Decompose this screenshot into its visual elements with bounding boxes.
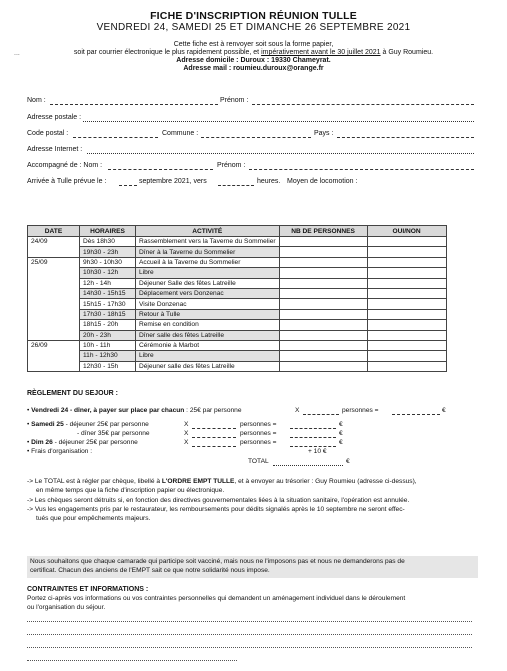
- col-nb-personnes: NB DE PERSONNES: [279, 226, 367, 237]
- cell-horaires: 17h30 - 18h15: [80, 309, 136, 319]
- contraintes-title: CONTRAINTES ET INFORMATIONS :: [27, 586, 149, 593]
- vendredi-euro: €: [442, 407, 446, 414]
- note-payment-2: en même temps que la fiche d'inscription papier ou électronique.: [36, 487, 225, 494]
- calc-x: X: [184, 439, 189, 446]
- cell-oui-non[interactable]: [367, 268, 446, 278]
- mail-address: Adresse mail : roumieu.duroux@orange.fr: [183, 65, 324, 72]
- cell-oui-non[interactable]: [367, 309, 446, 319]
- cell-nb-personnes[interactable]: [279, 309, 367, 319]
- cell-date: 26/09: [28, 340, 80, 350]
- note-remboursement: -> Vus les engagements pris par le restaurateur, les remboursements pour dédits signalés après le 10 septembre ne seront effec-: [27, 506, 405, 513]
- table-row: [28, 257, 447, 267]
- cell-activite: Libre: [136, 268, 280, 278]
- home-address: Adresse domicile : Duroux : 19330 Chameyrat.: [176, 57, 331, 64]
- vendredi-total-field[interactable]: [392, 414, 440, 415]
- calc-total-field[interactable]: [290, 446, 336, 447]
- cell-nb-personnes[interactable]: [279, 299, 367, 309]
- cell-date: [28, 299, 80, 309]
- cell-nb-personnes[interactable]: [279, 330, 367, 340]
- commune-field[interactable]: [201, 137, 311, 138]
- cell-date: [28, 278, 80, 288]
- total-field[interactable]: [273, 465, 343, 466]
- cell-horaires: Dès 18h30: [80, 237, 136, 247]
- arrivee-day-field[interactable]: [119, 185, 137, 186]
- table-row: [28, 361, 447, 371]
- cell-horaires: 12h30 - 15h: [80, 361, 136, 371]
- vendredi-x: X: [295, 407, 300, 414]
- table-row: [28, 247, 447, 257]
- calc-euro: €: [339, 439, 343, 446]
- calc-personnes: personnes =: [240, 430, 277, 437]
- table-row: [28, 351, 447, 361]
- vendredi-label: Vendredi 24 - dîner, à payer sur place par chacun: [31, 407, 185, 414]
- note-cheques: -> Les chèques seront détruits si, en fonction des directives gouvernementales liées à la situation sanitaire, l'opération est annulée.: [27, 497, 410, 504]
- cell-oui-non[interactable]: [367, 340, 446, 350]
- cell-nb-personnes[interactable]: [279, 320, 367, 330]
- vaccine-line-2: certificat. Chacun des anciens de l'EMPT sait ce que notre solidarité nous impose.: [30, 566, 270, 574]
- intro-text-end: à Guy Roumieu.: [380, 49, 434, 56]
- code-postal-field[interactable]: [73, 137, 158, 138]
- corner-mark: ...: [14, 50, 20, 57]
- cell-oui-non[interactable]: [367, 257, 446, 267]
- table-header-row: [28, 226, 447, 237]
- contraintes-input-3[interactable]: [27, 647, 472, 648]
- pays-field[interactable]: [337, 137, 474, 138]
- col-activite: ACTIVITÉ: [136, 226, 280, 237]
- schedule-table: [27, 225, 447, 372]
- col-date: DATE: [28, 226, 80, 237]
- adresse-postale-field[interactable]: [83, 121, 474, 122]
- arrivee-hour-field[interactable]: [218, 185, 254, 186]
- cell-oui-non[interactable]: [367, 278, 446, 288]
- cell-horaires: 19h30 - 23h: [80, 247, 136, 257]
- cell-oui-non[interactable]: [367, 330, 446, 340]
- arrivee-label: Arrivée à Tulle prévue le :: [27, 178, 107, 185]
- vendredi-personnes: personnes =: [342, 407, 379, 414]
- table-row: [28, 278, 447, 288]
- note-payment-c: , et à envoyer au trésorier : Guy Roumieu (adresse ci-dessus),: [234, 478, 417, 485]
- cell-oui-non[interactable]: [367, 247, 446, 257]
- reglement-title: RÈGLEMENT DU SEJOUR :: [27, 390, 119, 397]
- table-row: [28, 288, 447, 298]
- calc-count-field[interactable]: [192, 446, 236, 447]
- cell-activite: Déplacement vers Donzenac: [136, 288, 280, 298]
- calc-euro: €: [339, 430, 343, 437]
- contraintes-input-2[interactable]: [27, 634, 472, 635]
- prenom2-label: Prénom :: [217, 162, 246, 169]
- calc-personnes: personnes =: [240, 439, 277, 446]
- vaccine-line-1: Nous souhaitons que chaque camarade qui participe soit vacciné, mais nous ne l'imposons pas et nous ne demanderons pas de: [30, 558, 405, 565]
- calc-total-field[interactable]: [290, 437, 336, 438]
- cell-date: [28, 309, 80, 319]
- calc-count-field[interactable]: [192, 428, 236, 429]
- page-title: FICHE D'INSCRIPTION RÉUNION TULLE: [150, 10, 357, 22]
- calc-x: X: [184, 421, 189, 428]
- cell-horaires: 11h - 12h30: [80, 351, 136, 361]
- prenom-field[interactable]: [252, 104, 474, 105]
- cell-horaires: 20h - 23h: [80, 330, 136, 340]
- cell-activite: Déjeuner Salle des fêtes Latreille: [136, 278, 280, 288]
- dim-dej-line: • Dim 26 - déjeuner 25€ par personne: [27, 439, 138, 446]
- cell-date: [28, 247, 80, 257]
- cell-activite: Déjeuner salle des fêtes Latreille: [136, 361, 280, 371]
- table-row: [28, 268, 447, 278]
- cell-nb-personnes[interactable]: [279, 247, 367, 257]
- nom-label: Nom :: [27, 97, 46, 104]
- cell-oui-non[interactable]: [367, 351, 446, 361]
- deadline-text: impérativement avant le 30 juillet 2021: [261, 49, 381, 56]
- accompagne-prenom-field[interactable]: [249, 169, 474, 170]
- intro-line-1: Cette fiche est à renvoyer soit sous la forme papier,: [173, 41, 334, 48]
- col-horaires: HORAIRES: [80, 226, 136, 237]
- dim-dej-price: - déjeuner 25€ par personne: [52, 439, 138, 446]
- frais-label: Frais d'organisation :: [31, 448, 93, 455]
- cell-date: [28, 288, 80, 298]
- table-row: [28, 299, 447, 309]
- cell-nb-personnes[interactable]: [279, 268, 367, 278]
- frais-line: • Frais d'organisation :: [27, 448, 93, 455]
- calc-total-field[interactable]: [290, 428, 336, 429]
- adresse-internet-label: Adresse Internet :: [27, 146, 83, 153]
- total-label: TOTAL: [248, 458, 269, 465]
- cell-oui-non[interactable]: [367, 299, 446, 309]
- cell-activite: Visite Donzenac: [136, 299, 280, 309]
- col-oui-non: OUI/NON: [367, 226, 446, 237]
- table-row: [28, 320, 447, 330]
- cell-activite: Retour à Tulle: [136, 309, 280, 319]
- cell-horaires: 14h30 - 15h15: [80, 288, 136, 298]
- contraintes-input-4[interactable]: [27, 660, 237, 661]
- cell-nb-personnes[interactable]: [279, 361, 367, 371]
- samedi-dej-price: - déjeuner 25€ par personne: [63, 421, 149, 428]
- samedi-dej-line: • Samedi 25 - déjeuner 25€ par personne: [27, 421, 149, 428]
- cell-date: 25/09: [28, 257, 80, 267]
- pays-label: Pays :: [314, 130, 334, 137]
- cell-activite: Dîner salle des fêtes Latreille: [136, 330, 280, 340]
- contraintes-line-2: ou l'organisation du séjour.: [27, 604, 106, 611]
- code-postal-label: Code postal :: [27, 130, 69, 137]
- note-payment: [27, 478, 417, 486]
- nom-field[interactable]: [50, 104, 218, 105]
- cell-nb-personnes[interactable]: [279, 288, 367, 298]
- table-row: [28, 237, 447, 247]
- adresse-postale-label: Adresse postale :: [27, 114, 82, 121]
- cell-oui-non[interactable]: [367, 361, 446, 371]
- accompagne-nom-field[interactable]: [108, 169, 213, 170]
- cell-activite: Rassemblement vers la Taverne du Sommelier: [136, 237, 280, 247]
- table-row: [28, 309, 447, 319]
- intro-line-2: [0, 48, 507, 57]
- samedi-diner-line: - dîner 35€ par personne: [77, 430, 150, 437]
- note-remboursement-2: tués que pour empêchements majeurs.: [36, 515, 151, 522]
- calc-x: X: [184, 430, 189, 437]
- cell-activite: Cérémonie à Marbot: [136, 340, 280, 350]
- cell-horaires: 15h15 - 17h30: [80, 299, 136, 309]
- cell-date: 24/09: [28, 237, 80, 247]
- frais-value: + 10 €: [308, 448, 327, 455]
- cell-date: [28, 330, 80, 340]
- vendredi-count-field[interactable]: [303, 414, 339, 415]
- vendredi-price: : 25€ par personne: [184, 407, 242, 414]
- page-subtitle: VENDREDI 24, SAMEDI 25 ET DIMANCHE 26 SEPTEMBRE 2021: [96, 22, 411, 33]
- vendredi-line: • Vendredi 24 - dîner, à payer sur place par chacun : 25€ par personne: [27, 407, 242, 414]
- cell-activite: Accueil à la Taverne du Sommelier: [136, 257, 280, 267]
- calc-euro: €: [339, 421, 343, 428]
- cell-activite: Remise en condition: [136, 320, 280, 330]
- arrivee-month-text: septembre 2021, vers: [139, 178, 207, 185]
- arrivee-heures-text: heures.: [257, 178, 281, 185]
- note-payment-a: -> Le TOTAL est à régler par chèque, libellé à: [27, 478, 162, 485]
- table-row: [28, 330, 447, 340]
- cell-activite: Dîner à la Taverne du Sommelier: [136, 247, 280, 257]
- total-euro: €: [346, 458, 350, 465]
- cell-nb-personnes[interactable]: [279, 351, 367, 361]
- cell-date: [28, 320, 80, 330]
- dim-label: Dim 26: [31, 439, 53, 446]
- cell-date: [28, 361, 80, 371]
- calc-count-field[interactable]: [192, 437, 236, 438]
- cell-oui-non[interactable]: [367, 237, 446, 247]
- intro-text: soit par courrier électronique le plus rapidement possible, et: [73, 49, 262, 56]
- table-row: [28, 340, 447, 350]
- cell-oui-non[interactable]: [367, 288, 446, 298]
- cell-date: [28, 351, 80, 361]
- cell-horaires: 12h - 14h: [80, 278, 136, 288]
- cell-horaires: 18h15 - 20h: [80, 320, 136, 330]
- cell-nb-personnes[interactable]: [279, 257, 367, 267]
- cell-horaires: 10h30 - 12h: [80, 268, 136, 278]
- samedi-label: Samedi 25: [31, 421, 64, 428]
- cell-horaires: 10h - 11h: [80, 340, 136, 350]
- vaccine-box: [27, 556, 478, 578]
- cell-date: [28, 268, 80, 278]
- accompagne-label: Accompagné de : Nom :: [27, 162, 103, 169]
- contraintes-input-1[interactable]: [27, 621, 472, 622]
- note-payment-order: L'ORDRE EMPT TULLE: [161, 478, 235, 485]
- cell-nb-personnes[interactable]: [279, 340, 367, 350]
- contraintes-line-1: Portez ci-après vos informations ou vos contraintes personnelles qui demandent un aménagement individuel dans le déroulement: [27, 595, 406, 602]
- cell-activite: Libre: [136, 351, 280, 361]
- cell-horaires: 9h30 - 10h30: [80, 257, 136, 267]
- commune-label: Commune :: [162, 130, 199, 137]
- cell-nb-personnes[interactable]: [279, 278, 367, 288]
- cell-oui-non[interactable]: [367, 320, 446, 330]
- cell-nb-personnes[interactable]: [279, 237, 367, 247]
- calc-personnes: personnes =: [240, 421, 277, 428]
- adresse-internet-field[interactable]: [87, 153, 474, 154]
- locomotion-label: Moyen de locomotion :: [287, 178, 358, 185]
- prenom-label: Prénom :: [220, 97, 249, 104]
